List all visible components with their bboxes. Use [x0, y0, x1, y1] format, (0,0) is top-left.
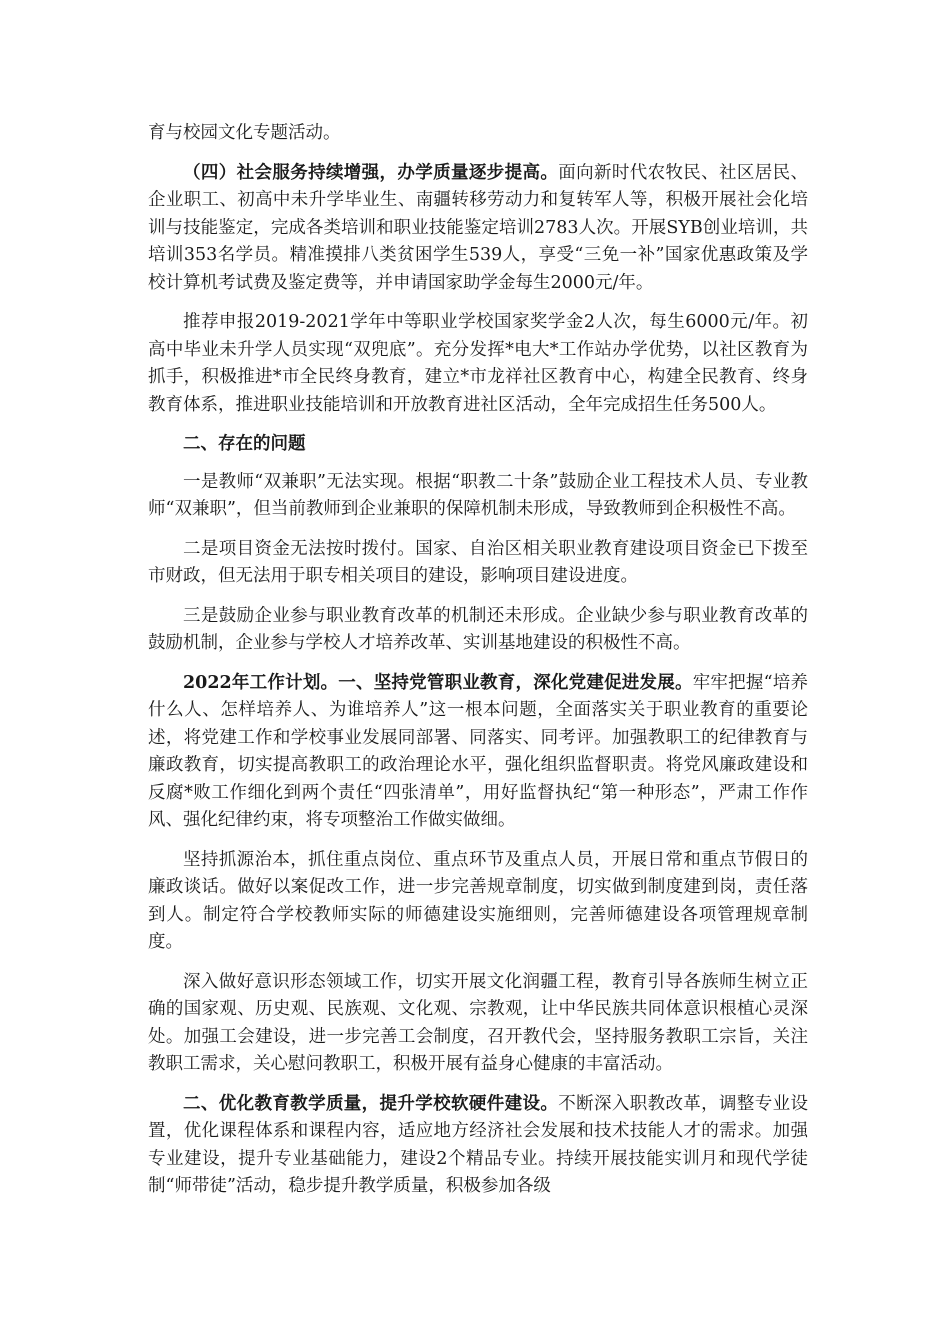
- section-heading-problems: 二、存在的问题: [183, 434, 306, 454]
- document-page: [148, 120, 808, 1213]
- paragraph-problem-2: 二是项目资金无法按时拨付。国家、自治区相关职业教育建设项目资金已下拨至市财政，但无法用于职专相关项目的建设，影响项目建设进度。: [148, 538, 808, 586]
- paragraph-plan-2: [148, 1091, 808, 1201]
- paragraph-lead: 2022年工作计划。一、坚持党管职业教育，深化党建促进发展。: [183, 672, 693, 693]
- paragraph-ideology: 深入做好意识形态领域工作，切实开展文化润疆工程，教育引导各族师生树立正确的国家观、历史观、民族观、文化观、宗教观，让中华民族共同体意识根植心灵深处。加强工会建设，进一步完善工会制度，召开教代会，坚持服务教职工宗旨，关注教职工需求，关心慰问教职工，积极开展有益身心健康的丰富活动。: [148, 971, 808, 1074]
- paragraph-lead: （四）社会服务持续增强，办学质量逐步提高。: [183, 162, 559, 183]
- paragraph-plan-1: [148, 670, 808, 835]
- paragraph-text: 不断深入职教改革，调整专业设置，优化课程体系和课程内容，适应地方经济社会发展和技术技能人才的需求。加强专业建设，提升专业基础能力，建设2个精品专业。持续开展技能实训月和现代学徒制“师带徒”活动，稳步提升教学质量，积极参加各级: [148, 1093, 809, 1196]
- paragraph-text: 面向新时代农牧民、社区居民、企业职工、初高中未升学毕业生、南疆转移劳动力和复转军人等，积极开展社会化培训与技能鉴定，完成各类培训和职业技能鉴定培训2783人次。开展SYB创业培训，共培训353名学员。精准摸排八类贫困学生539人，享受“三免一补”国家优惠政策及学校计算机考试费及鉴定费等，并申请国家助学金每生2000元/年。: [148, 162, 809, 293]
- paragraph-text: 牢牢把握“培养什么人、怎样培养人、为谁培养人”这一根本问题，全面落实关于职业教育的重要论述，将党建工作和学校事业发展同部署、同落实、同考评。加强教职工的纪律教育与廉政教育，切实提高教职工的政治理论水平，强化组织监督职责。将党风廉政建设和反腐*败工作细化到两个责任“四张清单”，用好监督执纪“第一种形态”，严肃工作作风、强化纪律约束，将专项整治工作做实做细。: [148, 672, 808, 830]
- paragraph-social-service: [148, 160, 808, 298]
- paragraph-lead: 二、优化教育教学质量，提升学校软硬件建设。: [183, 1093, 559, 1114]
- paragraph-problem-1: 一是教师“双兼职”无法实现。根据“职教二十条”鼓励企业工程技术人员、专业教师“双兼职”，但当前教师到企业兼职的保障机制未形成，导致教师到企积极性不高。: [148, 471, 808, 519]
- paragraph-problem-3: 三是鼓励企业参与职业教育改革的机制还未形成。企业缺少参与职业教育改革的鼓励机制，企业参与学校人才培养改革、实训基地建设的积极性不高。: [148, 605, 808, 653]
- paragraph-integrity: 坚持抓源治本，抓住重点岗位、重点环节及重点人员，开展日常和重点节假日的廉政谈话。做好以案促改工作，进一步完善规章制度，切实做到制度建到岗，责任落到人。制定符合学校教师实际的师德建设实施细则，完善师德建设各项管理规章制度。: [148, 849, 808, 952]
- paragraph-scholarship: 推荐申报2019-2021学年中等职业学校国家奖学金2人次，每生6000元/年。初高中毕业未升学人员实现“双兜底”。充分发挥*电大*工作站办学优势，以社区教育为抓手，积极推进*市全民终身教育，建立*市龙祥社区教育中心，构建全民教育、终身教育体系，推进职业技能培训和开放教育进社区活动，全年完成招生任务500人。: [148, 312, 808, 415]
- paragraph-continuation: 育与校园文化专题活动。: [148, 123, 341, 143]
